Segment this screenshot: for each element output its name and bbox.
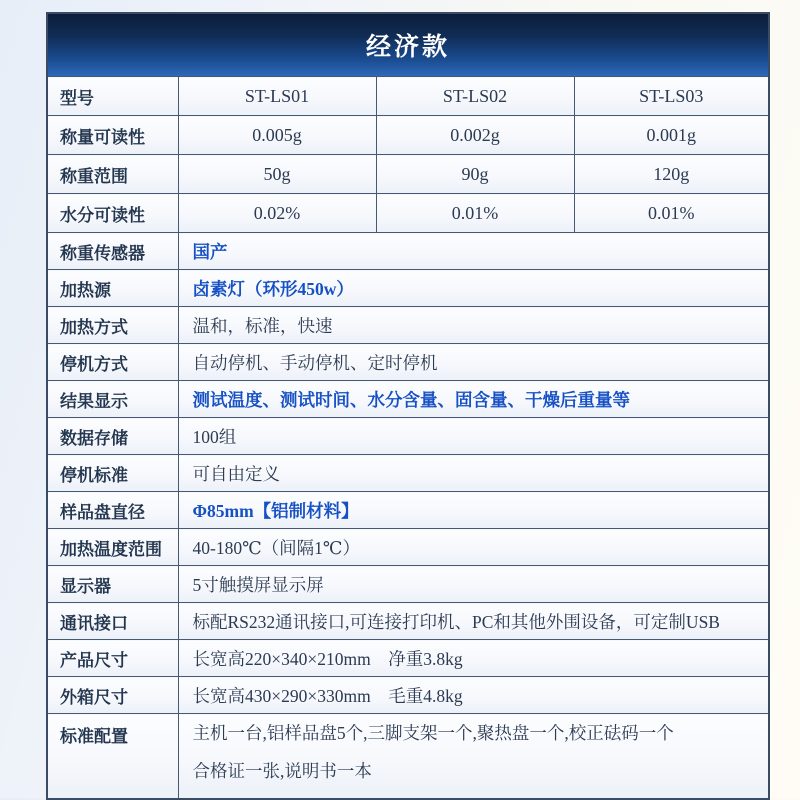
row-value: ST-LS01 [178,77,376,116]
row-value: 自动停机、手动停机、定时停机 [178,344,769,381]
table-row [47,640,769,677]
table-row [47,381,769,418]
row-value: 50g [178,155,376,194]
row-label: 外箱尺寸 [47,677,178,714]
spec-sheet [46,12,770,800]
series-title-row [47,13,769,77]
table-row [47,307,769,344]
table-row [47,677,769,714]
table-row [47,492,769,529]
table-row [47,270,769,307]
table-row [47,566,769,603]
row-value: 长宽高220×340×210mm 净重3.8kg [178,640,769,677]
row-label: 型号 [47,77,178,116]
table-row [47,714,769,800]
row-value: 标配RS232通讯接口,可连接打印机、PC和其他外围设备，可定制USB [178,603,769,640]
row-label: 产品尺寸 [47,640,178,677]
row-label: 标准配置 [47,714,178,800]
row-value: 温和，标准，快速 [178,307,769,344]
row-value: 0.005g [178,116,376,155]
row-label: 停机标准 [47,455,178,492]
row-label: 样品盘直径 [47,492,178,529]
row-label: 数据存储 [47,418,178,455]
row-label: 称重范围 [47,155,178,194]
row-value: 测试温度、测试时间、水分含量、固含量、干燥后重量等 [178,381,769,418]
row-label: 停机方式 [47,344,178,381]
row-value: 0.02% [178,194,376,233]
row-value: 0.01% [574,194,769,233]
table-row-model [47,77,769,116]
table-row [47,233,769,270]
row-label: 加热温度范围 [47,529,178,566]
table-row [47,116,769,155]
row-value: 0.01% [376,194,574,233]
row-value: 长宽高430×290×330mm 毛重4.8kg [178,677,769,714]
row-value: Φ85mm【铝制材料】 [178,492,769,529]
row-value: 0.001g [574,116,769,155]
spec-table [46,12,770,800]
row-value: 可自由定义 [178,455,769,492]
row-value: 国产 [178,233,769,270]
row-value: 100组 [178,418,769,455]
table-row [47,455,769,492]
row-label: 水分可读性 [47,194,178,233]
row-label: 加热源 [47,270,178,307]
row-label: 称量可读性 [47,116,178,155]
row-value: ST-LS02 [376,77,574,116]
row-label: 加热方式 [47,307,178,344]
row-value: 90g [376,155,574,194]
row-value: 5寸触摸屏显示屏 [178,566,769,603]
row-value-line: 主机一台,铝样品盘5个,三脚支架一个,聚热盘一个,校正砝码一个 [192,723,674,743]
table-row [47,194,769,233]
row-label: 显示器 [47,566,178,603]
row-value: 0.002g [376,116,574,155]
table-row [47,529,769,566]
row-label: 通讯接口 [47,603,178,640]
row-value: ST-LS03 [574,77,769,116]
row-label: 称重传感器 [47,233,178,270]
row-value: 40-180℃（间隔1℃） [178,529,769,566]
row-label: 结果显示 [47,381,178,418]
row-value [178,714,769,800]
table-row [47,603,769,640]
table-row [47,418,769,455]
row-value-line: 合格证一张,说明书一本 [192,761,372,781]
series-title: 经济款 [47,13,769,77]
table-row [47,155,769,194]
row-value: 120g [574,155,769,194]
table-row [47,344,769,381]
row-value: 卤素灯（环形450w） [178,270,769,307]
